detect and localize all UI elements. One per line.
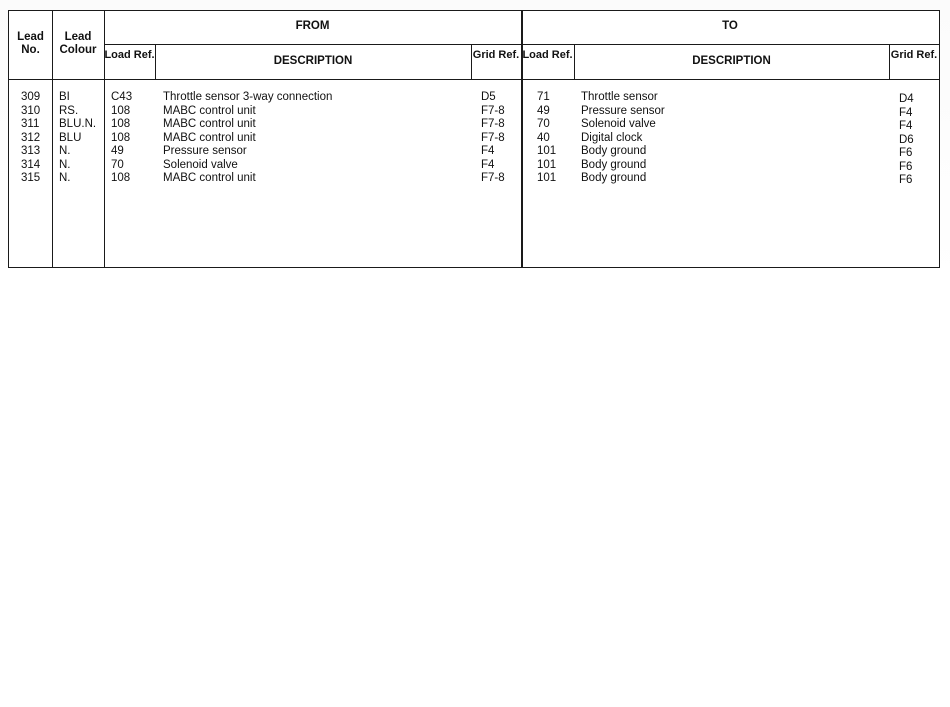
from-grid-ref-cell: F4 [481,158,495,171]
table-row [9,172,939,186]
to-description-cell: Throttle sensor [581,91,658,103]
to-load-ref-cell: 101 [537,172,557,184]
from-description-cell: Solenoid valve [163,158,238,171]
from-grid-ref-cell: F7-8 [481,172,505,184]
from-description-cell: Pressure sensor [163,145,247,157]
lead-no-cell: 314 [21,158,41,171]
from-description-cell: MABC control unit [163,172,256,184]
wiring-table [8,10,940,268]
from-description-cell: MABC control unit [163,131,256,144]
from-load-ref-cell: C43 [111,91,133,103]
lead-no-cell: 310 [21,104,41,117]
table-row [9,118,939,132]
to-grid-ref-cell: D6 [899,133,914,146]
table-row [9,105,939,119]
from-grid-ref-cell: D5 [481,91,496,103]
to-grid-ref-cell: F6 [899,147,913,159]
from-description-cell: Throttle sensor 3-way connection [163,91,333,103]
lead-no-cell: 315 [21,172,41,184]
from-load-ref-cell: 108 [111,172,131,184]
to-description-cell: Pressure sensor [581,104,665,117]
lead-no-cell: 313 [21,145,41,157]
lead-colour-cell: N. [59,145,71,157]
to-grid-ref-cell: F4 [899,106,913,119]
to-grid-ref-cell: F4 [899,120,913,132]
to-description-cell: Body ground [581,172,647,184]
header-from-description: DESCRIPTION [273,55,353,67]
to-grid-ref-cell: D4 [899,93,914,105]
header-lead-colour: Lead Colour [59,31,97,56]
from-grid-ref-cell: F7-8 [481,118,505,130]
to-grid-ref-cell: F6 [899,160,913,173]
table-row [9,145,939,159]
header-to-grid-ref: Grid Ref. [890,49,938,61]
lead-colour-cell: RS. [59,104,79,117]
header-to-description: DESCRIPTION [692,55,771,67]
from-load-ref-cell: 108 [111,118,131,130]
lead-colour-cell: BLU [59,131,82,144]
from-description-cell: MABC control unit [163,104,256,117]
table-row [9,159,939,173]
table-row [9,91,939,105]
lead-colour-cell: N. [59,158,71,171]
from-load-ref-cell: 70 [111,158,124,171]
header-to: TO [722,20,738,32]
from-grid-ref-cell: F7-8 [481,131,505,144]
lead-no-cell: 312 [21,131,41,144]
to-load-ref-cell: 49 [537,104,550,117]
to-load-ref-cell: 70 [537,118,550,130]
divider [104,44,939,45]
from-load-ref-cell: 49 [111,145,124,157]
to-description-cell: Solenoid valve [581,118,656,130]
table-row [9,132,939,146]
header-bottom-rule [9,79,939,80]
from-load-ref-cell: 108 [111,131,131,144]
to-grid-ref-cell: F6 [899,174,913,186]
lead-no-cell: 311 [21,118,40,130]
to-load-ref-cell: 71 [537,91,550,103]
header-lead-no: Lead No. [17,31,44,56]
header-to-load-ref: Load Ref. [522,49,573,61]
header-from-load-ref: Load Ref. [104,49,155,61]
from-description-cell: MABC control unit [163,118,256,130]
from-grid-ref-cell: F7-8 [481,104,505,117]
lead-colour-cell: BI [59,91,70,103]
lead-no-cell: 309 [21,91,41,103]
header-from-grid-ref: Grid Ref. [472,49,520,61]
to-description-cell: Digital clock [581,131,643,144]
from-load-ref-cell: 108 [111,104,131,117]
to-load-ref-cell: 101 [537,158,557,171]
to-load-ref-cell: 101 [537,145,557,157]
lead-colour-cell: N. [59,172,71,184]
to-description-cell: Body ground [581,145,647,157]
from-grid-ref-cell: F4 [481,145,495,157]
to-description-cell: Body ground [581,158,647,171]
to-load-ref-cell: 40 [537,131,550,144]
header-from: FROM [295,20,330,32]
lead-colour-cell: BLU.N. [59,118,97,130]
